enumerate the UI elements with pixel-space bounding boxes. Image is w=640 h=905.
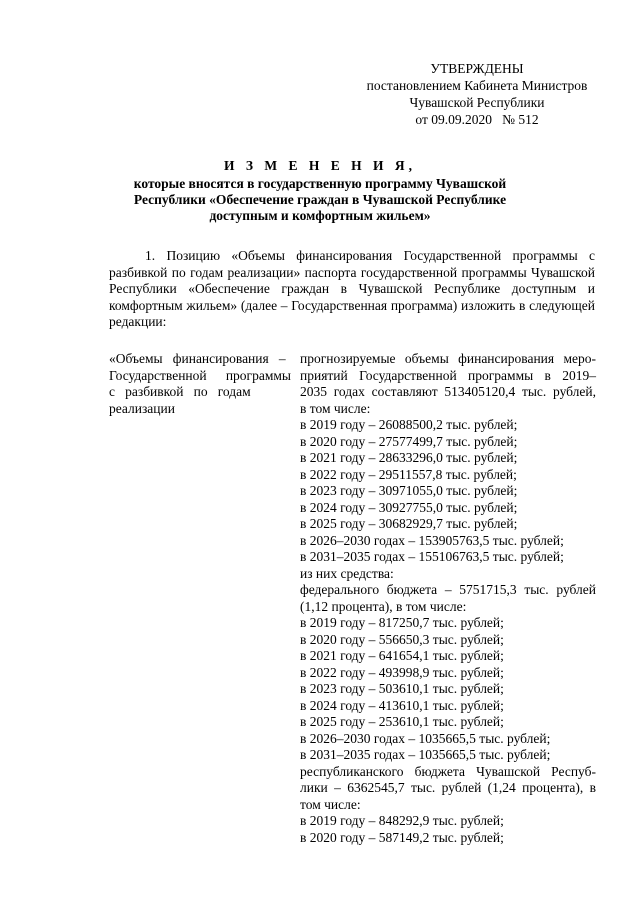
- federal-year-item: в 2020 году – 556650,3 тыс. рублей;: [300, 631, 504, 647]
- total-year-item: в 2019 году – 26088500,2 тыс. рублей;: [300, 417, 518, 432]
- total-year-item: в 2023 году – 30971055,0 тыс. рублей;: [300, 483, 518, 498]
- total-year-item: в 2025 году – 30682929,7 тыс. рублей;: [300, 516, 518, 531]
- right-cell-line: приятий Государственной программы в 2019–: [300, 367, 596, 383]
- total-year-item: в 2020 году – 27577499,7 тыс. рублей;: [300, 433, 518, 449]
- table-right-cell: [300, 351, 596, 846]
- right-cell-line: в том числе:: [300, 400, 371, 416]
- federal-year-item: в 2019 году – 817250,7 тыс. рублей;: [300, 615, 504, 630]
- approval-title: УТВЕРЖДЕНЫ: [430, 61, 524, 76]
- federal-budget-line: (1,12 процента), в том числе:: [300, 598, 467, 614]
- approval-line: постановлением Кабинета Министров: [366, 78, 588, 93]
- table-left-cell: [109, 351, 302, 417]
- title-line: доступным и комфортным жильем»: [209, 208, 431, 223]
- approval-stamp: [352, 60, 602, 128]
- total-year-item: в 2021 году – 28633296,0 тыс. рублей;: [300, 450, 518, 465]
- intro-paragraph: 1. Позицию «Объемы финансирования Государственной программы с разбивкой по годам реализации» паспорта государственной программы Чувашской Республики «Обеспечение граждан в Чувашской Республике доступным и комфортным жильем» (далее – Государственная программа) изложить в следующей редакции:: [109, 248, 595, 329]
- document-title: [100, 158, 540, 224]
- republic-year-item: в 2019 году – 848292,9 тыс. рублей;: [300, 813, 504, 828]
- right-cell-line: 2035 годах составляют 513405120,4 тыс. рублей,: [300, 384, 596, 399]
- approval-date: от 09.09.2020 № 512: [415, 112, 539, 127]
- approval-line: Чувашской Республики: [409, 95, 545, 110]
- title-line: Республики «Обеспечение граждан в Чувашской Республике: [133, 192, 507, 207]
- republic-year-item: в 2020 году – 587149,2 тыс. рублей;: [300, 829, 504, 845]
- title-main: И З М Е Н Е Н И Я,: [223, 158, 416, 173]
- title-line: которые вносятся в государственную программу Чувашской: [133, 176, 507, 191]
- right-cell-line: прогнозируемые объемы финансирования меро-: [300, 351, 596, 366]
- total-year-item: в 2022 году – 29511557,8 тыс. рублей;: [300, 466, 517, 482]
- federal-year-item: в 2023 году – 503610,1 тыс. рублей;: [300, 681, 504, 696]
- federal-year-item: в 2024 году – 413610,1 тыс. рублей;: [300, 697, 504, 713]
- total-year-item: в 2024 году – 30927755,0 тыс. рублей;: [300, 499, 518, 515]
- left-cell-line: реализации: [109, 400, 175, 416]
- federal-year-item: в 2021 году – 641654,1 тыс. рублей;: [300, 648, 504, 663]
- federal-year-item: в 2031–2035 годах – 1035665,5 тыс. рублей;: [300, 747, 551, 762]
- federal-year-item: в 2022 году – 493998,9 тыс. рублей;: [300, 664, 504, 680]
- republic-budget-line: республиканского бюджета Чувашской Респуб-: [300, 763, 596, 779]
- federal-year-item: в 2026–2030 годах – 1035665,5 тыс. рублей;: [300, 730, 551, 746]
- federal-year-item: в 2025 году – 253610,1 тыс. рублей;: [300, 714, 504, 729]
- left-cell-line: Государственной программы с разбивкой по годам: [109, 367, 302, 399]
- left-cell-line: «Объемы финансирования –: [109, 351, 286, 366]
- republic-budget-line: том числе:: [300, 796, 361, 812]
- republic-budget-line: лики – 6362545,7 тыс. рублей (1,24 процента), в: [300, 780, 596, 795]
- total-year-item: в 2031–2035 годах – 155106763,5 тыс. рублей;: [300, 549, 564, 564]
- federal-budget-line: федерального бюджета – 5751715,3 тыс. рублей: [300, 582, 596, 597]
- right-cell-line: из них средства:: [300, 565, 394, 581]
- total-year-item: в 2026–2030 годах – 153905763,5 тыс. рублей;: [300, 532, 564, 548]
